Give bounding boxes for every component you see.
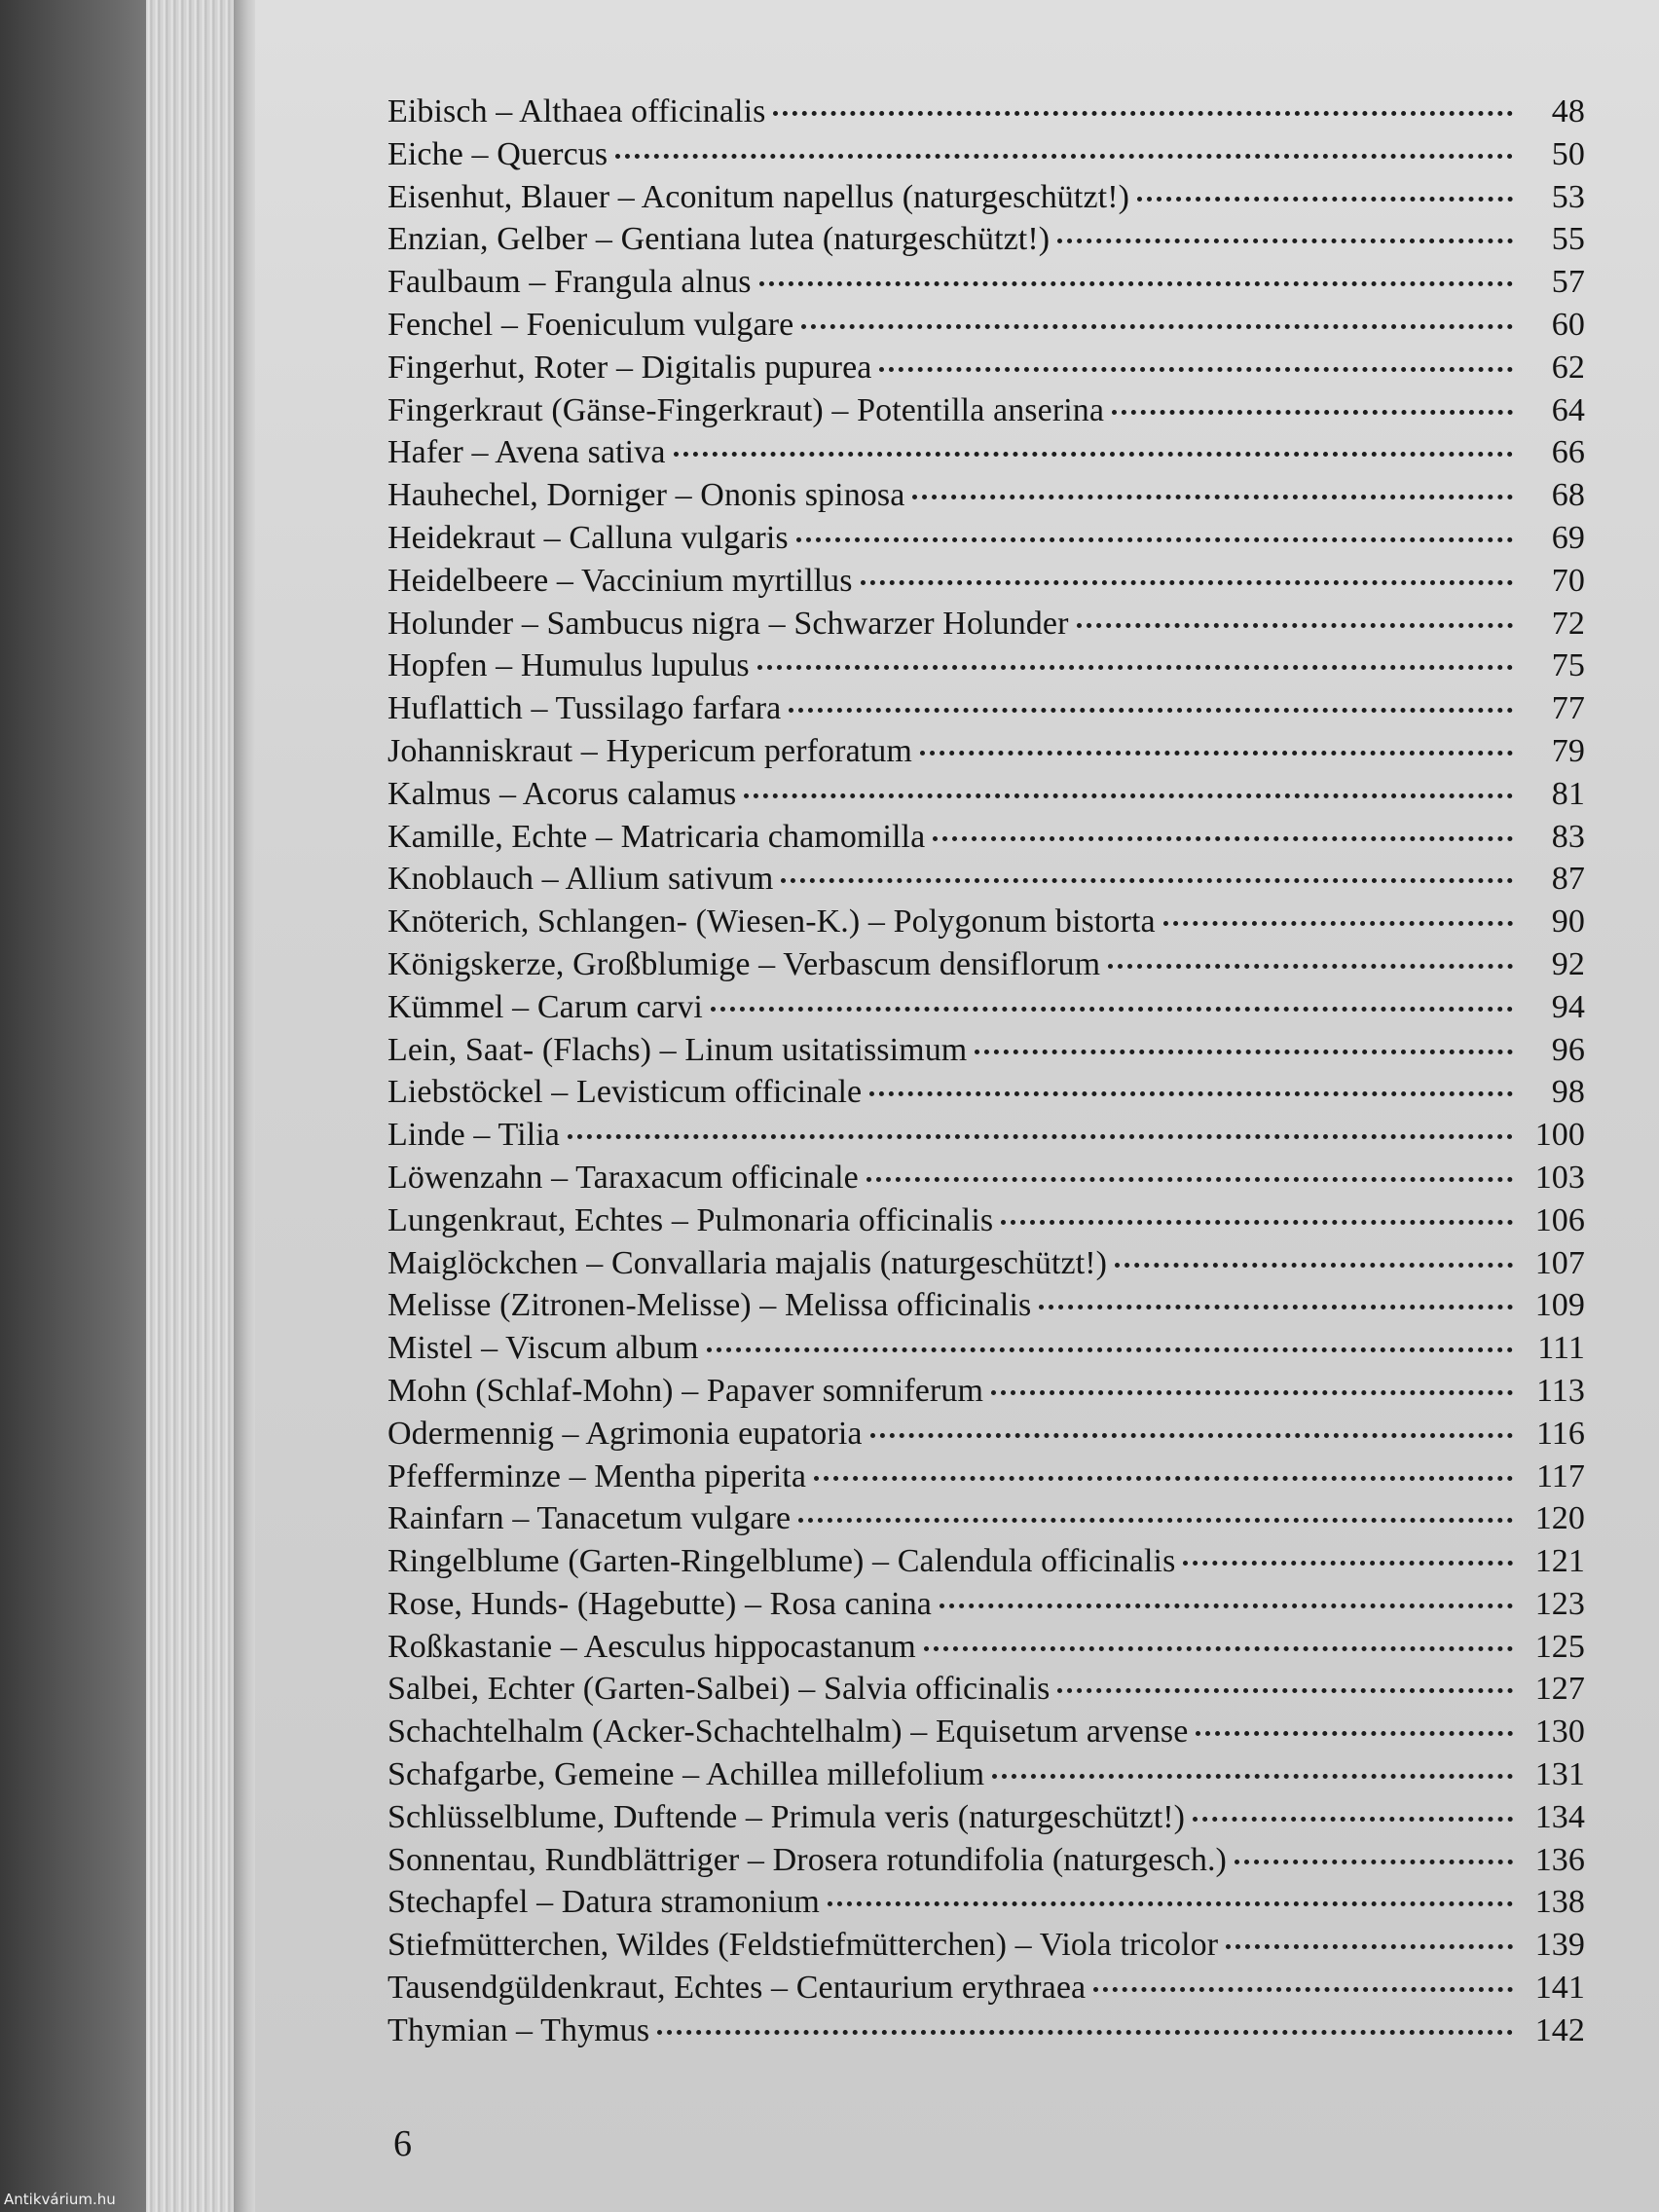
- toc-entry: [387, 1543, 1585, 1586]
- toc-entry-title: Rainfarn – Tanacetum vulgare: [387, 1500, 792, 1537]
- toc-entry: [387, 1287, 1585, 1330]
- toc-entry-page: 66: [1551, 434, 1585, 471]
- toc-entry-title: Roßkastanie – Aesculus hippocastanum: [387, 1628, 916, 1665]
- toc-entry-page: 117: [1535, 1457, 1585, 1494]
- toc-entry-page: 90: [1551, 903, 1585, 940]
- toc-entry-title: Knöterich, Schlangen- (Wiesen-K.) – Polygonum bistorta: [387, 903, 1156, 940]
- toc-entry-page: 138: [1534, 1884, 1585, 1921]
- toc-entry-title: Heidekraut – Calluna vulgaris: [387, 519, 789, 556]
- toc-entry: [387, 93, 1585, 136]
- dot-leader: [870, 1433, 1513, 1438]
- toc-entry: [387, 1884, 1585, 1927]
- toc-entry-title: Mohn (Schlaf-Mohn) – Papaver somniferum: [387, 1372, 983, 1409]
- dot-leader: [975, 1050, 1513, 1054]
- toc-entry: [387, 477, 1585, 520]
- toc-entry: [387, 1074, 1585, 1117]
- toc-entry-page: 77: [1551, 690, 1585, 727]
- toc-entry: [387, 1500, 1585, 1543]
- toc-entry: [387, 1970, 1585, 2012]
- toc-entry: [387, 690, 1585, 733]
- toc-entry-title: Kamille, Echte – Matricaria chamomilla: [387, 818, 926, 855]
- toc-entry-page: 92: [1551, 945, 1585, 982]
- page-number: 6: [393, 2123, 412, 2164]
- toc-entry-title: Fingerkraut (Gänse-Fingerkraut) – Potentilla anserina: [387, 391, 1105, 428]
- dot-leader: [789, 708, 1513, 713]
- toc-entry-page: 100: [1534, 1117, 1585, 1154]
- toc-entry-page: 113: [1535, 1372, 1585, 1409]
- toc-entry-page: 69: [1551, 519, 1585, 556]
- toc-entry-page: 123: [1534, 1585, 1585, 1622]
- toc-entry-page: 94: [1551, 988, 1585, 1025]
- toc-entry: [387, 1245, 1585, 1288]
- toc-entry-page: 70: [1551, 562, 1585, 599]
- toc-entry: [387, 1160, 1585, 1202]
- dot-leader: [674, 452, 1513, 457]
- toc-entry-page: 68: [1551, 477, 1585, 514]
- toc-entry: [387, 606, 1585, 648]
- dot-leader: [912, 495, 1513, 499]
- toc-entry-title: Salbei, Echter (Garten-Salbei) – Salvia officinalis: [387, 1671, 1051, 1708]
- toc-entry-page: 106: [1534, 1201, 1585, 1238]
- dot-leader: [992, 1774, 1513, 1779]
- toc-entry: [387, 563, 1585, 606]
- toc-entry-page: 60: [1551, 306, 1585, 343]
- watermark: Antikvárium.hu: [4, 2191, 116, 2208]
- toc-entry: [387, 1117, 1585, 1160]
- dot-leader: [814, 1476, 1513, 1481]
- toc-entry-title: Hauhechel, Dorniger – Ononis spinosa: [387, 477, 905, 514]
- dot-leader: [1226, 1944, 1513, 1949]
- toc-entry-title: Schlüsselblume, Duftende – Primula veris (naturgeschützt!): [387, 1798, 1186, 1835]
- toc-entry-title: Stiefmütterchen, Wildes (Feldstiefmütterchen) – Viola tricolor: [387, 1927, 1219, 1964]
- toc-entry-title: Ringelblume (Garten-Ringelblume) – Calendula officinalis: [387, 1543, 1176, 1580]
- dot-leader: [1001, 1220, 1513, 1225]
- toc-entry-title: Thymian – Thymus: [387, 2011, 650, 2048]
- dot-leader: [1077, 623, 1513, 628]
- toc-entry: [387, 1756, 1585, 1799]
- dot-leader: [924, 1646, 1513, 1651]
- toc-entry: [387, 776, 1585, 819]
- toc-entry-page: 111: [1537, 1330, 1585, 1367]
- toc-entry-title: Kümmel – Carum carvi: [387, 988, 703, 1025]
- toc-entry: [387, 1458, 1585, 1501]
- toc-entry-page: 79: [1551, 732, 1585, 769]
- toc-entry: [387, 1032, 1585, 1075]
- toc-entry-title: Eiche – Quercus: [387, 135, 608, 172]
- dot-leader: [920, 751, 1513, 756]
- dot-leader: [1112, 410, 1513, 415]
- dot-leader: [940, 1604, 1513, 1608]
- toc-entry: [387, 819, 1585, 862]
- dot-leader: [744, 793, 1513, 798]
- toc-entry-title: Melisse (Zitronen-Melisse) – Melissa officinalis: [387, 1287, 1032, 1324]
- toc-entry: [387, 1799, 1585, 1842]
- toc-entry: [387, 307, 1585, 350]
- toc-entry-page: 120: [1534, 1500, 1585, 1537]
- toc-entry-page: 57: [1551, 264, 1585, 301]
- toc-entry-page: 109: [1534, 1287, 1585, 1324]
- toc-entry-title: Schafgarbe, Gemeine – Achillea millefolium: [387, 1756, 985, 1793]
- dot-leader: [1057, 1688, 1513, 1693]
- toc-entry: [387, 520, 1585, 563]
- toc-entry-title: Pfefferminze – Mentha piperita: [387, 1457, 807, 1494]
- toc-entry-title: Holunder – Sambucus nigra – Schwarzer Holunder: [387, 605, 1069, 642]
- toc-entry-page: 48: [1551, 93, 1585, 129]
- toc-entry: [387, 1373, 1585, 1416]
- dot-leader: [869, 1091, 1513, 1096]
- toc-entry: [387, 1330, 1585, 1373]
- toc-entry-title: Hafer – Avena sativa: [387, 434, 666, 471]
- toc-entry-page: 53: [1551, 178, 1585, 215]
- toc-entry-title: Sonnentau, Rundblättriger – Drosera rotundifolia (naturgesch.): [387, 1841, 1227, 1878]
- toc-entry-page: 62: [1551, 349, 1585, 386]
- dot-leader: [1183, 1561, 1513, 1566]
- dot-leader: [1235, 1860, 1513, 1864]
- dot-leader: [1193, 1817, 1513, 1822]
- toc-entry-title: Liebstöckel – Levisticum officinale: [387, 1074, 863, 1111]
- dot-leader: [568, 1134, 1513, 1139]
- toc-entry-title: Huflattich – Tussilago farfara: [387, 690, 782, 727]
- toc-entry-title: Tausendgüldenkraut, Echtes – Centaurium erythraea: [387, 1970, 1087, 2007]
- toc-entry-title: Johanniskraut – Hypericum perforatum: [387, 732, 912, 769]
- dot-leader: [828, 1901, 1513, 1906]
- toc-entry-page: 81: [1551, 775, 1585, 812]
- toc-entry: [387, 1416, 1585, 1458]
- toc-entry-title: Löwenzahn – Taraxacum officinale: [387, 1159, 859, 1196]
- dot-leader: [657, 2030, 1513, 2035]
- dot-leader: [1039, 1305, 1513, 1309]
- toc-entry-page: 142: [1534, 2011, 1585, 2048]
- toc-entry: [387, 2012, 1585, 2055]
- toc-entry: [387, 903, 1585, 946]
- toc-entry: [387, 946, 1585, 989]
- toc-entry-page: 75: [1551, 647, 1585, 684]
- toc-entry-page: 131: [1534, 1756, 1585, 1793]
- toc-entry: [387, 1842, 1585, 1885]
- toc-entry: [387, 1202, 1585, 1245]
- toc-entry-page: 103: [1534, 1159, 1585, 1196]
- dot-leader: [801, 324, 1513, 329]
- toc-entry-title: Mistel – Viscum album: [387, 1330, 699, 1367]
- toc-entry: [387, 350, 1585, 392]
- toc-entry-title: Lein, Saat- (Flachs) – Linum usitatissimum: [387, 1031, 968, 1068]
- dot-leader: [707, 1347, 1513, 1352]
- toc-entry-page: 130: [1534, 1714, 1585, 1751]
- toc-entry: [387, 1629, 1585, 1672]
- toc-entry-page: 136: [1534, 1841, 1585, 1878]
- toc-entry: [387, 1586, 1585, 1629]
- toc-entry: [387, 989, 1585, 1032]
- dot-leader: [879, 367, 1513, 372]
- dot-leader: [759, 281, 1513, 286]
- dot-leader: [861, 580, 1513, 585]
- page-gutter: [234, 0, 257, 2212]
- toc-entry: [387, 221, 1585, 264]
- dot-leader: [1115, 1263, 1513, 1268]
- toc-entry-title: Eibisch – Althaea officinalis: [387, 93, 766, 129]
- toc-entry-title: Stechapfel – Datura stramonium: [387, 1884, 820, 1921]
- toc-entry-title: Rose, Hunds- (Hagebutte) – Rosa canina: [387, 1585, 932, 1622]
- dot-leader: [773, 111, 1513, 116]
- toc-entry-page: 116: [1535, 1415, 1585, 1452]
- toc-entry: [387, 1927, 1585, 1970]
- toc-entry-title: Hopfen – Humulus lupulus: [387, 647, 750, 684]
- toc-entry-title: Enzian, Gelber – Gentiana lutea (naturgeschützt!): [387, 221, 1051, 258]
- toc-entry: [387, 179, 1585, 222]
- toc-entry: [387, 1714, 1585, 1756]
- toc-entry-title: Fenchel – Foeniculum vulgare: [387, 306, 794, 343]
- dot-leader: [991, 1390, 1513, 1395]
- toc-entry-title: Kalmus – Acorus calamus: [387, 775, 737, 812]
- toc-entry-title: Königskerze, Großblumige – Verbascum densiflorum: [387, 945, 1101, 982]
- toc-entry-page: 107: [1534, 1244, 1585, 1281]
- toc-entry-page: 83: [1551, 818, 1585, 855]
- toc-entry: [387, 861, 1585, 903]
- dot-leader: [757, 665, 1513, 670]
- toc-entry-page: 96: [1551, 1031, 1585, 1068]
- dot-leader: [711, 1007, 1513, 1012]
- dot-leader: [1163, 921, 1513, 926]
- dot-leader: [1137, 197, 1513, 202]
- toc-entry: [387, 136, 1585, 179]
- dot-leader: [781, 878, 1513, 883]
- toc-entry-title: Odermennig – Agrimonia eupatoria: [387, 1415, 863, 1452]
- dot-leader: [615, 154, 1513, 159]
- toc-entry-title: Linde – Tilia: [387, 1117, 560, 1154]
- table-of-contents: [387, 93, 1585, 2055]
- toc-entry-page: 72: [1551, 605, 1585, 642]
- toc-entry-page: 50: [1551, 135, 1585, 172]
- toc-entry: [387, 733, 1585, 776]
- toc-entry-title: Faulbaum – Frangula alnus: [387, 264, 752, 301]
- dot-leader: [866, 1177, 1513, 1182]
- dot-leader: [933, 836, 1513, 841]
- toc-entry-title: Lungenkraut, Echtes – Pulmonaria officinalis: [387, 1201, 994, 1238]
- toc-entry: [387, 1671, 1585, 1714]
- toc-entry-title: Fingerhut, Roter – Digitalis pupurea: [387, 349, 872, 386]
- toc-entry-page: 64: [1551, 391, 1585, 428]
- toc-entry-page: 125: [1534, 1628, 1585, 1665]
- toc-entry-title: Knoblauch – Allium sativum: [387, 861, 774, 898]
- toc-entry-page: 134: [1534, 1798, 1585, 1835]
- toc-entry-title: Maiglöckchen – Convallaria majalis (naturgeschützt!): [387, 1244, 1108, 1281]
- toc-entry-title: Heidelbeere – Vaccinium myrtillus: [387, 562, 853, 599]
- toc-entry-page: 121: [1534, 1543, 1585, 1580]
- dot-leader: [796, 537, 1513, 542]
- dot-leader: [798, 1518, 1513, 1523]
- toc-entry-page: 98: [1551, 1074, 1585, 1111]
- toc-entry: [387, 647, 1585, 690]
- toc-entry: [387, 434, 1585, 477]
- toc-entry-page: 87: [1551, 861, 1585, 898]
- dot-leader: [1057, 239, 1513, 243]
- dot-leader: [1196, 1731, 1513, 1736]
- toc-entry-page: 55: [1551, 221, 1585, 258]
- background-surface: [0, 0, 156, 2212]
- toc-entry: [387, 264, 1585, 307]
- toc-entry: [387, 392, 1585, 435]
- toc-entry-page: 139: [1534, 1927, 1585, 1964]
- toc-entry-page: 127: [1534, 1671, 1585, 1708]
- toc-entry-title: Eisenhut, Blauer – Aconitum napellus (naturgeschützt!): [387, 178, 1130, 215]
- toc-entry-title: Schachtelhalm (Acker-Schachtelhalm) – Equisetum arvense: [387, 1714, 1189, 1751]
- toc-entry-page: 141: [1534, 1970, 1585, 2007]
- dot-leader: [1093, 1987, 1513, 1992]
- dot-leader: [1108, 964, 1513, 969]
